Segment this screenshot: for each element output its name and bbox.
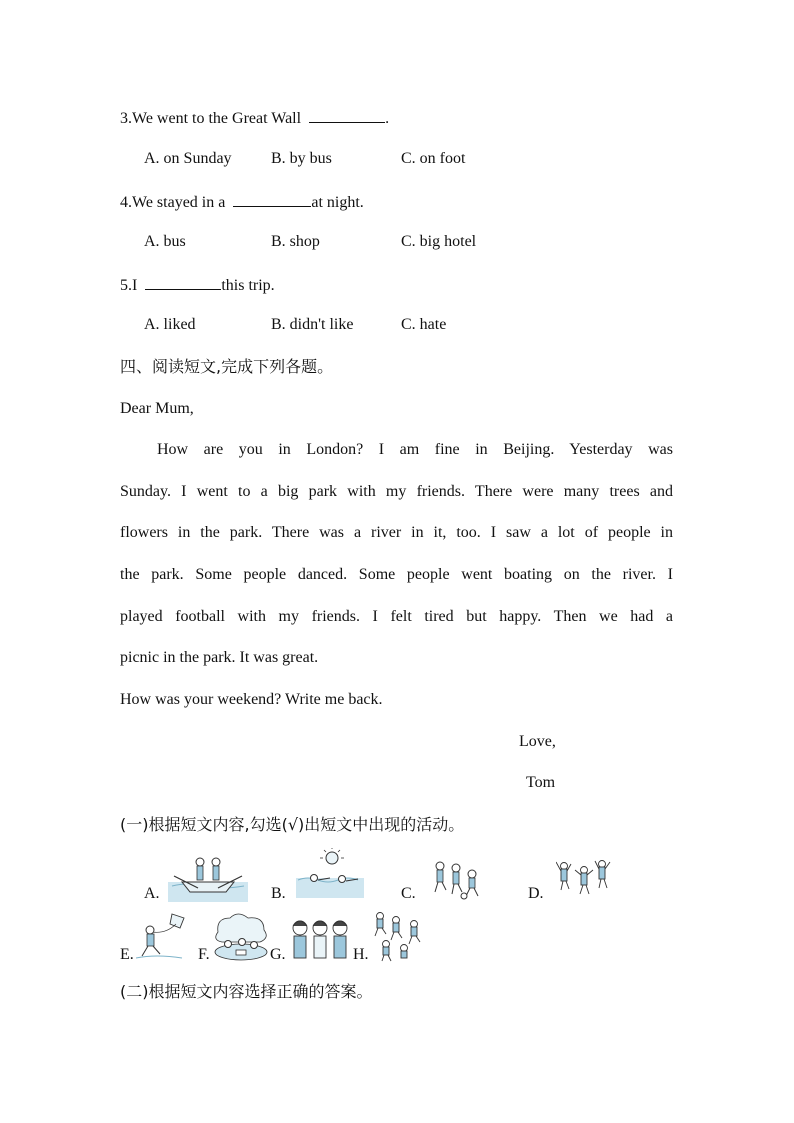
question-5-text: 5.I [120, 277, 138, 294]
question-4-option-c[interactable]: C. big hotel [401, 233, 477, 250]
question-5-stem [120, 274, 275, 296]
picture-label-f[interactable]: F. [198, 946, 210, 963]
question-4-blank[interactable] [233, 191, 311, 207]
picture-label-a[interactable]: A. [144, 885, 160, 902]
question-3-option-c[interactable]: C. on foot [401, 150, 466, 167]
part-1-title: (一)根据短文内容,勾选(√)出短文中出现的活动。 [120, 815, 465, 834]
question-5-end: this trip. [221, 277, 275, 294]
letter-line-3: flowers in the park. There was a river in it, too. I saw a lot of people in [120, 524, 673, 541]
letter-signature: Tom [526, 774, 556, 791]
picture-label-c[interactable]: C. [401, 885, 416, 902]
question-4-end: at night. [311, 194, 364, 211]
letter-line-6: picnic in the park. It was great. [120, 649, 319, 666]
question-3-end: . [385, 110, 390, 127]
letter-line-2: Sunday. I went to a big park with my friends. There were many trees and [120, 483, 673, 500]
question-3-text: 3.We went to the Great Wall [120, 110, 302, 127]
letter-line-1: How are you in London? I am fine in Beijing. Yesterday was [157, 441, 673, 458]
question-3-option-b[interactable]: B. by bus [271, 150, 332, 167]
question-3-option-a[interactable]: A. on Sunday [144, 150, 232, 167]
letter-sign-off: Love, [519, 733, 556, 750]
question-4-option-b[interactable]: B. shop [271, 233, 320, 250]
kite-flying-picture [136, 910, 190, 962]
question-4-stem [120, 191, 364, 213]
section-4-title: 四、阅读短文,完成下列各题。 [120, 357, 334, 376]
question-3-blank[interactable] [309, 107, 385, 123]
question-4-option-a[interactable]: A. bus [144, 233, 186, 250]
question-5-option-b[interactable]: B. didn't like [271, 316, 354, 333]
swimming-picture [296, 848, 364, 898]
running-picture [372, 910, 426, 962]
question-5-option-c[interactable]: C. hate [401, 316, 447, 333]
letter-closing-question: How was your weekend? Write me back. [120, 691, 383, 708]
letter-salutation: Dear Mum, [120, 400, 194, 417]
picture-label-e[interactable]: E. [120, 946, 134, 963]
part-2-title: (二)根据短文内容选择正确的答案。 [120, 982, 373, 1001]
letter-line-4: the park. Some people danced. Some people went boating on the river. I [120, 566, 673, 583]
picture-label-d[interactable]: D. [528, 885, 544, 902]
question-5-option-a[interactable]: A. liked [144, 316, 196, 333]
boating-picture [168, 852, 248, 902]
football-picture [430, 860, 482, 900]
letter-line-5: played football with my friends. I felt tired but happy. Then we had a [120, 608, 673, 625]
question-3-stem [120, 107, 389, 129]
picture-label-b[interactable]: B. [271, 885, 286, 902]
singing-picture [290, 914, 350, 962]
question-4-text: 4.We stayed in a [120, 194, 226, 211]
picture-label-g[interactable]: G. [270, 946, 286, 963]
dancing-picture [556, 858, 612, 898]
picnic-picture [212, 912, 270, 962]
question-5-blank[interactable] [145, 274, 221, 290]
picture-label-h[interactable]: H. [353, 946, 369, 963]
